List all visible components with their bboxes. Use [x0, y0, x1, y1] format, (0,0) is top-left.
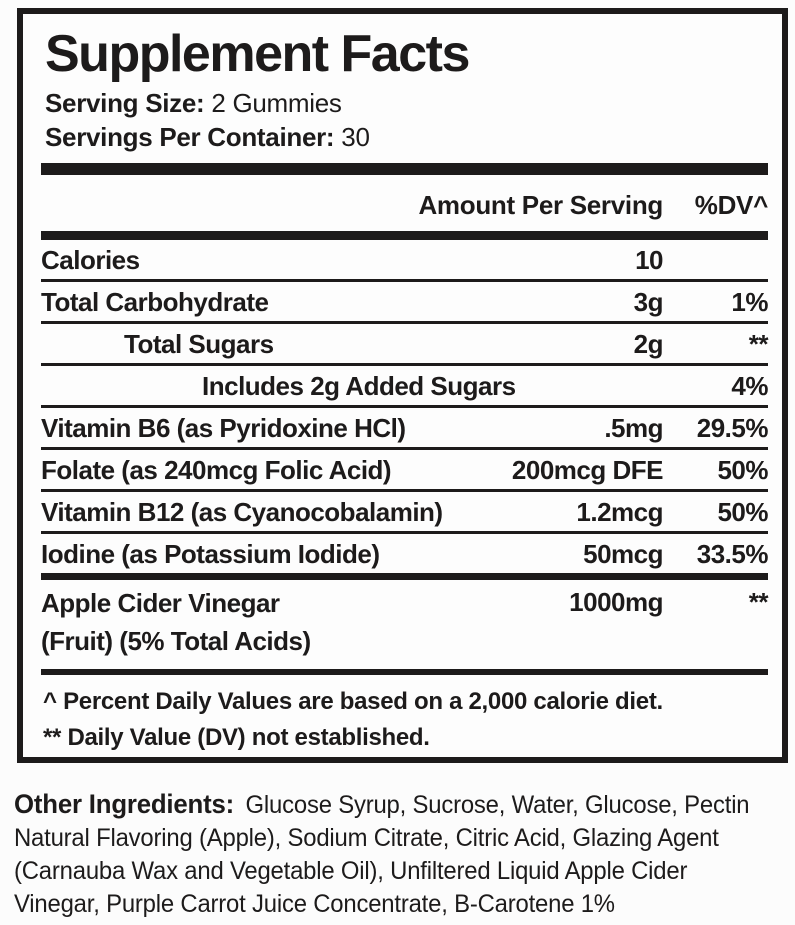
nutrient-name: Calories: [41, 245, 140, 275]
nutrient-dv: 50%: [717, 497, 768, 527]
nutrient-name: Total Sugars: [124, 329, 274, 359]
nutrient-name: Includes 2g Added Sugars: [202, 371, 516, 401]
nutrient-row-vitamin-b12: [41, 492, 768, 534]
other-ingredients-line: [14, 788, 750, 822]
nutrient-name-line1: Apple Cider Vinegar: [41, 588, 280, 618]
other-ingredients-label: Other Ingredients:: [14, 789, 235, 819]
nutrient-name: Vitamin B12 (as Cyanocobalamin): [41, 497, 443, 527]
servings-per-container-value: 30: [341, 122, 370, 152]
nutrient-dv: **: [748, 329, 768, 359]
nutrient-amount: 50mcg: [583, 539, 663, 569]
nutrient-dv: 1%: [731, 287, 768, 317]
nutrient-row-added-sugars: [41, 366, 768, 408]
nutrient-dv: 4%: [731, 371, 768, 401]
supplement-facts-panel: [17, 8, 788, 763]
nutrient-name: Iodine (as Potassium Iodide): [41, 539, 380, 569]
nutrient-name: Folate (as 240mcg Folic Acid): [41, 455, 392, 485]
divider-bar-header: [41, 231, 768, 240]
serving-size-value: 2 Gummies: [211, 88, 342, 118]
nutrient-row-apple-cider-vinegar: [41, 580, 768, 669]
nutrient-amount: 1000mg: [569, 587, 663, 617]
nutrient-row-iodine: [41, 534, 768, 580]
amount-column-header: Amount Per Serving: [418, 190, 663, 220]
column-header-row: [41, 175, 768, 231]
other-ingredients-line: (Carnauba Wax and Vegetable Oil), Unfiltered Liquid Apple Cider: [14, 857, 688, 885]
footnotes: [43, 684, 768, 756]
serving-size-label: Serving Size:: [45, 88, 205, 118]
nutrient-dv: 50%: [717, 455, 768, 485]
footnote-percent-dv: ^ Percent Daily Values are based on a 2,000 calorie diet.: [43, 688, 663, 715]
nutrient-row-vitamin-b6: [41, 408, 768, 450]
divider-bar-footnote: [41, 669, 768, 675]
nutrient-name: Vitamin B6 (as Pyridoxine HCl): [41, 413, 406, 443]
nutrient-row-folate: [41, 450, 768, 492]
nutrient-row-total-sugars: [41, 324, 768, 366]
footnote-dv-not-established: ** Daily Value (DV) not established.: [43, 724, 430, 751]
other-ingredients-text: Glucose Syrup, Sucrose, Water, Glucose, Pectin: [245, 791, 750, 819]
nutrient-dv: 29.5%: [696, 413, 768, 443]
nutrient-name-line2: (Fruit) (5% Total Acids): [41, 626, 311, 656]
nutrient-dv: **: [748, 587, 768, 617]
other-ingredients-line: Natural Flavoring (Apple), Sodium Citrate, Citric Acid, Glazing Agent: [14, 824, 719, 852]
other-ingredients-section: [14, 788, 781, 921]
nutrient-amount: 3g: [633, 287, 663, 317]
panel-title: Supplement Facts: [45, 25, 469, 83]
nutrient-amount: 1.2mcg: [576, 497, 663, 527]
dv-column-header: %DV^: [694, 190, 768, 220]
servings-per-container-line: [45, 120, 768, 154]
nutrient-amount: 200mcg DFE: [511, 455, 663, 485]
other-ingredients-line: Vinegar, Purple Carrot Juice Concentrate, B-Carotene 1%: [14, 890, 615, 918]
nutrient-amount: 2g: [633, 329, 663, 359]
divider-bar-top: [41, 163, 768, 175]
nutrient-row-calories: [41, 240, 768, 282]
serving-size-line: [45, 86, 768, 120]
nutrient-name: [41, 584, 453, 660]
nutrient-amount: 10: [635, 245, 663, 275]
nutrient-row-total-carbohydrate: [41, 282, 768, 324]
nutrient-name: Total Carbohydrate: [41, 287, 269, 317]
nutrient-dv: 33.5%: [696, 539, 768, 569]
servings-per-container-label: Servings Per Container:: [45, 122, 335, 152]
nutrient-amount: .5mg: [604, 413, 663, 443]
